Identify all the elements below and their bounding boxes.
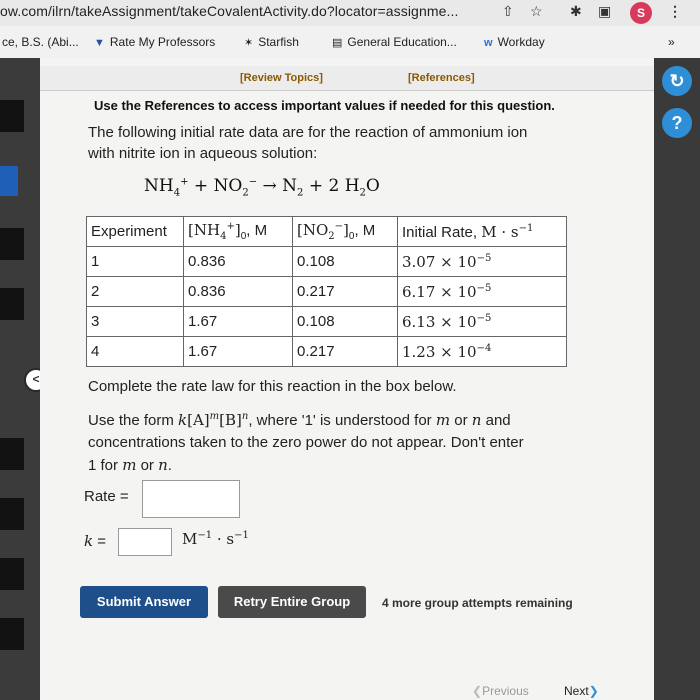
instructions-text: Use the References to access important values if needed for this question. [94,98,555,113]
table-row: 2 0.836 0.217 $6.17 \times 10^{-5}$ [87,277,567,307]
sidebar-item[interactable] [0,618,24,650]
bookmark-star-icon[interactable]: ☆ [530,3,543,19]
help-icon[interactable]: ? [662,108,692,138]
question-panel [40,58,654,700]
rate-data-table [86,216,567,367]
chevron-right-icon: ❯ [588,684,599,698]
sidebar-item[interactable] [0,288,24,320]
review-topics-link[interactable]: [Review Topics] [240,72,323,84]
browser-menu-icon[interactable]: ⋮ [668,3,682,19]
references-link[interactable]: [References] [408,72,475,84]
document-icon: ▤ [332,37,343,49]
sidebar-item[interactable] [0,100,24,132]
k-units: $M^{-1} \cdot s^{-1}$ [182,530,249,548]
k-input[interactable] [118,528,172,556]
attempts-remaining: 4 more group attempts remaining [382,596,573,610]
rate-law-prompt: Complete the rate law for this reaction in the box below. Use the form $k[A]^m[B]^n$, where '1' is understood for m or n and concentrations taken to the zero power do not appear. Don't enter 1 for m or n. [88,378,524,474]
sidebar-item[interactable] [0,438,24,470]
sidebar-item[interactable] [0,498,24,530]
chevron-left-icon: ❮ [472,684,483,698]
next-button[interactable]: Next❯ [564,684,599,698]
header-experiment: Experiment [87,217,184,247]
header-nh4: $[NH_4^+]_0$, M [184,217,293,247]
question-tabs [40,66,654,91]
table-row: 4 1.67 0.217 $1.23 \times 10^{-4}$ [87,337,567,367]
share-icon[interactable]: ⇧ [502,3,514,19]
submit-answer-button[interactable]: Submit Answer [80,586,208,618]
sidebar-active-item[interactable] [0,166,18,196]
bookmarks-overflow-button[interactable]: » [668,35,675,49]
header-initial-rate: Initial Rate, $M \cdot s^{-1}$ [398,217,567,247]
header-no2: $[NO_2^-]_0$, M [293,217,398,247]
question-intro: The following initial rate data are for the reaction of ammonium ion with nitrite ion in aqueous solution: [88,124,528,162]
profile-avatar[interactable]: S [630,2,652,24]
side-panel-icon[interactable]: ▣ [598,3,612,19]
chevron-left-icon: < [32,372,40,386]
reaction-equation: $NH_4^+ + NO_2^- \to N_2 + 2$ $H_2O$ [144,176,380,199]
workday-icon: w [484,37,493,49]
bookmark-starfish[interactable]: ✶ Starfish [244,35,299,49]
bookmark-workday[interactable]: w Workday [484,35,545,49]
starfish-icon: ✶ [244,37,254,49]
sidebar-item[interactable] [0,228,24,260]
rate-law-input[interactable] [142,480,240,518]
bookmark-item[interactable]: ce, B.S. (Abi... [2,35,79,49]
right-sidebar [654,58,700,700]
table-row: 3 1.67 0.108 $6.13 \times 10^{-5}$ [87,307,567,337]
url-text[interactable]: ow.com/ilrn/takeAssignment/takeCovalentActivity.do?locator=assignme... [0,3,459,19]
flag-icon: ▼ [94,37,105,49]
rate-label: Rate = [84,488,129,505]
table-row: 1 0.836 0.108 $3.07 \times 10^{-5}$ [87,247,567,277]
retry-entire-group-button[interactable]: Retry Entire Group [218,586,366,618]
extension-puzzle-icon[interactable]: ✱ [570,3,582,19]
sidebar-item[interactable] [0,558,24,590]
table-header-row [87,217,567,247]
browser-address-bar[interactable] [0,0,700,26]
k-label: k = [84,532,107,550]
bookmarks-bar [0,26,700,59]
bookmark-rate-my-professors[interactable]: ▼ Rate My Professors [94,35,216,49]
previous-button[interactable]: ❮Previous [472,684,529,698]
refresh-icon[interactable]: ↻ [662,66,692,96]
bookmark-general-education[interactable]: ▤ General Education... [332,35,457,49]
